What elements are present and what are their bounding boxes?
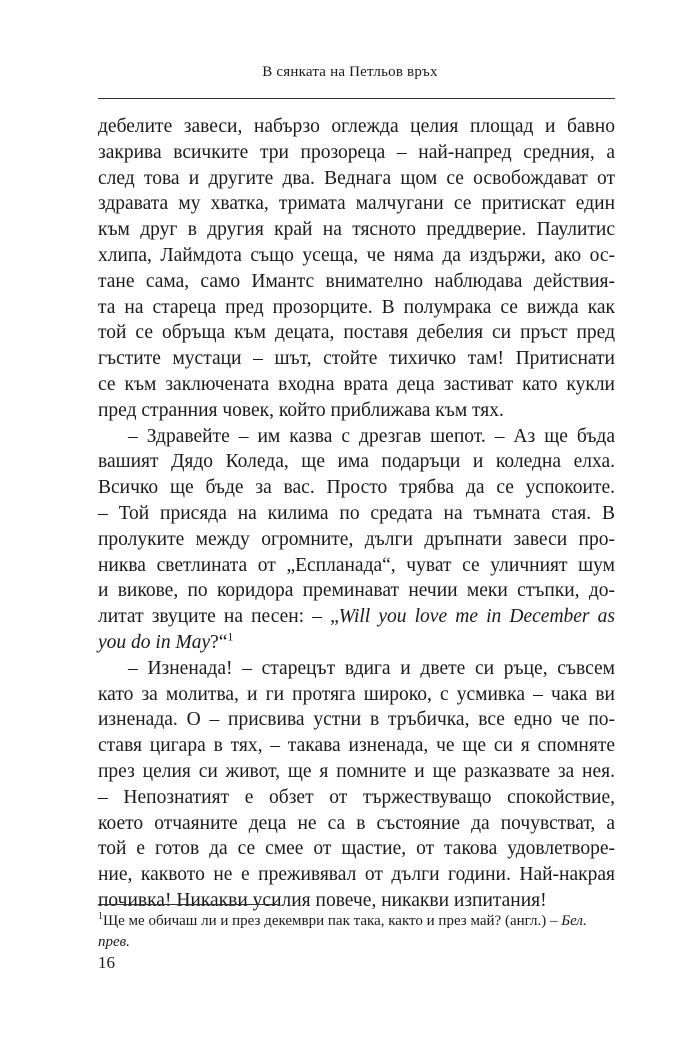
text-line: та на стареца пред прозорците. В полумрака се вижда как <box>98 296 615 318</box>
text-line: хлипа, Лаймдота също усеща, че няма да издържи, ако ос- <box>98 244 615 266</box>
paragraph-2 <box>98 424 615 656</box>
text-line: – Непознатият е обзет от тържествуващо спокойствие, <box>98 786 615 808</box>
text-line: след това и другите два. Веднага щом се освобождават от <box>98 167 615 189</box>
footnote-rule <box>98 904 278 905</box>
paragraph-3 <box>98 656 615 914</box>
text-line: вашият Дядо Коледа, ще има подаръци и коледна елха. <box>98 451 615 473</box>
footnote-italic: Бел. прев. <box>98 913 587 950</box>
text-line: пролуките между огромните, дълги дръпнати завеси про- <box>98 528 615 550</box>
body-text <box>98 114 615 914</box>
text-line: той е готов да се смее от щастие, от такова удовлетворе- <box>98 838 615 860</box>
text-line: дебелите завеси, набързо оглежда целия площад и бавно <box>98 116 615 137</box>
text-line: изненада. О – присвива устни в тръбичка, все едно че по- <box>98 709 615 731</box>
footnote-mark: 1 <box>98 911 103 922</box>
text-line: здравата му хватка, тримата малчугани се притискат един <box>98 193 615 215</box>
song-quote-line <box>98 604 615 630</box>
text-line: – Здравейте – им казва с дрезгав шепот. – Аз ще бъда <box>128 425 615 447</box>
running-head: В сянката на Петльов връх <box>262 64 438 80</box>
header-rule <box>98 98 615 99</box>
text-line: Всичко ще бъде за вас. Просто трябва да се успокоите. <box>98 477 615 499</box>
text-line: почивка! Никакви усилия повече, никакви изпитания! <box>98 889 547 911</box>
text-line: през целия си живот, ще я помните и ще разказвате за нея. <box>98 760 615 782</box>
text-line: гъстите мустаци – шът, стойте тихичко там! Притиснати <box>98 348 615 370</box>
text-line: ставя цигара в тях, – такава изненада, че ще си я спомняте <box>98 735 615 757</box>
song-quote-line-end <box>98 630 615 656</box>
text-line: ние, каквото не е преживявал от дълги години. Най-накрая <box>98 864 615 886</box>
song-quote-prefix: литат звуците на песен: – „ <box>98 606 339 628</box>
text-line: той се обръща към децата, поставя дебелия си пръст пред <box>98 322 615 344</box>
song-quote-suffix: ?“ <box>210 631 228 653</box>
page-number: 16 <box>98 953 115 972</box>
text-line: закрива всичките три прозореца – най-напред средния, а <box>98 141 615 163</box>
footnote-text: Ще ме обичаш ли и през декември пак така, както и през май? (англ.) – <box>103 913 562 929</box>
song-quote-italic-end: you do in May <box>98 631 211 653</box>
text-line: никва светлината от „Еспланада“, чуват се уличният шум <box>98 554 615 576</box>
text-line: като за молитва, и ги протяга широко, с усмивка – чака ви <box>98 683 615 705</box>
paragraph-1 <box>98 114 615 424</box>
text-line: се към заключената входна врата деца застиват като кукли <box>98 373 615 395</box>
text-line: – Изненада! – старецът вдига и двете си ръце, съвсем <box>128 657 615 679</box>
text-line: пред странния човек, който приближава към тях. <box>98 399 504 421</box>
text-line: към друг в другия край на тясното преддверие. Паулитис <box>98 219 615 241</box>
text-line: тане сама, само Имантс внимателно наблюдава действия- <box>98 270 615 292</box>
text-line: – Той присяда на килима по средата на тъмната стая. В <box>98 502 615 524</box>
footnote <box>98 911 615 953</box>
song-quote-italic: Will you love me in December as <box>338 606 615 628</box>
footnote-reference[interactable]: 1 <box>227 629 234 644</box>
text-line: и викове, по коридора преминават нечии меки стъпки, до- <box>98 580 615 602</box>
text-line: което отчаяните деца не са в състояние да почувстват, а <box>98 812 615 834</box>
